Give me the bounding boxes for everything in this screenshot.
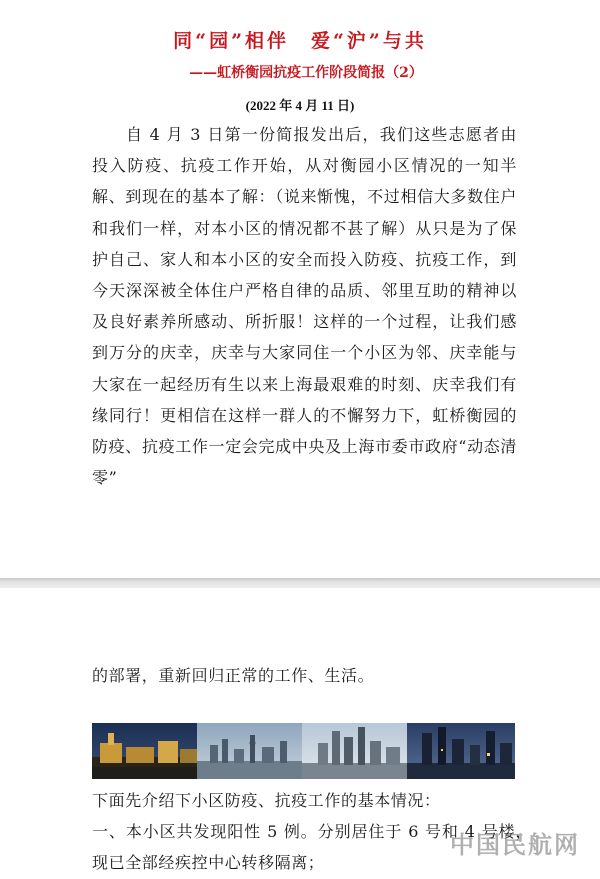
document-date: (2022 年 4 月 11 日) bbox=[245, 98, 355, 113]
document-title: 同“园”相伴 爱“沪”与共 bbox=[173, 30, 427, 52]
watermark-text: 中国民航网 bbox=[450, 831, 580, 859]
document-page-2 bbox=[0, 588, 600, 878]
document-subtitle: ——虹桥衡园抗疫工作阶段简报（2） bbox=[189, 65, 423, 81]
page-separator bbox=[0, 578, 600, 588]
list-item-1: 一、本小区共发现阳性 5 例。分别居住于 6 号和 4 号楼，现已全部经疾控中心转移隔离； bbox=[92, 822, 532, 873]
intro-line: 下面先介绍下小区防疫、抗疫工作的基本情况： bbox=[92, 791, 441, 810]
body-paragraph-continuation: 的部署，重新回归正常的工作、生活。 bbox=[92, 666, 375, 685]
body-paragraph-1: 自 4 月 3 日第一份简报发出后，我们这些志愿者由投入防疫、抗疫工作开始，从对衡园小区情况的一知半解、到现在的基本了解：（说来惭愧，不过相信大多数住户和我们一样，对本小区的情况都不甚了解）从只是为了保护自己、家人和本小区的安全而投入防疫、抗疫工作，到今天深深被全体住户严格自律的品质、邻里互助的精神以及良好素养所感动、所折服！这样的一个过程，让我们感到万分的庆幸，庆幸与大家同住一个小区为邻、庆幸能与大家在一起经历有生以来上海最艰难的时刻、庆幸我们有缘同行！更相信在这样一群人的不懈努力下，虹桥衡园的防疫、抗疫工作一定会完成中央及上海市委市政府“动态清零” bbox=[92, 125, 517, 488]
shanghai-skyline-banner-image bbox=[92, 723, 515, 779]
